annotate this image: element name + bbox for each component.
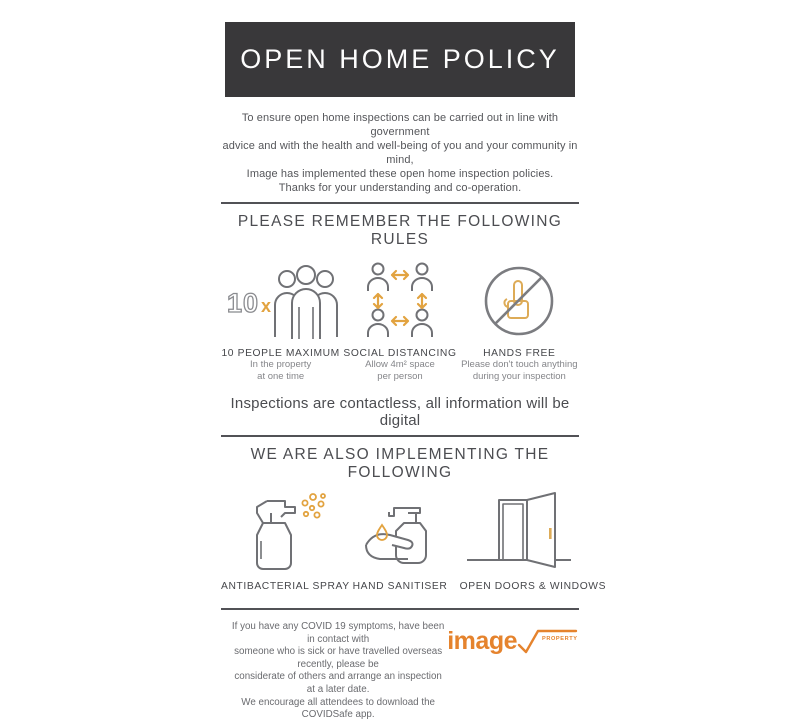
rule-subtitle: Allow 4m² space bbox=[365, 359, 435, 370]
count-text: 10 bbox=[226, 288, 259, 318]
open-doors-windows-icon bbox=[463, 492, 575, 576]
antibacterial-spray-icon-box bbox=[221, 490, 340, 578]
open-home-policy-poster bbox=[221, 0, 607, 722]
hand-sanitiser-icon-box bbox=[340, 490, 459, 578]
logo-check-icon bbox=[517, 627, 579, 655]
footer bbox=[221, 621, 579, 722]
rule-subtitle: during your inspection bbox=[472, 371, 566, 382]
poster-title: OPEN HOME POLICY bbox=[240, 44, 560, 74]
rule-title: 10 PEOPLE MAXIMUM bbox=[221, 348, 340, 359]
logo-tagline-text: PROPERTY bbox=[542, 636, 578, 642]
rule-subtitle: at one time bbox=[257, 371, 305, 382]
hand-sanitiser-icon bbox=[354, 493, 446, 575]
rule-subtitle: In the property bbox=[250, 359, 312, 370]
implementing-row bbox=[221, 490, 607, 592]
implement-title: OPEN DOORS & WINDOWS bbox=[459, 581, 607, 592]
footer-line: someone who is sick or have travelled overseas recently, please be bbox=[234, 646, 443, 670]
section-divider bbox=[221, 435, 579, 437]
implement-item-antibacterial-spray bbox=[221, 490, 350, 592]
hands-free-icon bbox=[477, 259, 561, 343]
image-property-logo bbox=[447, 621, 579, 655]
intro-line: To ensure open home inspections can be carried out in line with government bbox=[241, 112, 559, 138]
intro-line: Thanks for your understanding and co-operation. bbox=[278, 182, 522, 194]
rule-item-people-maximum bbox=[221, 257, 340, 383]
intro-line: advice and with the health and well-being of you and your community in mind, bbox=[222, 140, 578, 166]
implement-item-open-doors bbox=[459, 490, 607, 592]
open-doors-windows-icon-box bbox=[460, 490, 579, 578]
ten-people-icon-box bbox=[221, 257, 340, 345]
rule-item-social-distancing bbox=[340, 257, 459, 383]
contactless-note: Inspections are contactless, all information will be digital bbox=[230, 395, 570, 429]
intro-line: Image has implemented these open home inspection policies. bbox=[246, 168, 554, 180]
rule-subtitle: per person bbox=[377, 371, 423, 382]
footer-line: We encourage all attendees to download the COVIDSafe app. bbox=[241, 696, 435, 721]
antibacterial-spray-icon bbox=[233, 491, 329, 577]
rule-subtitle: Please don't touch anything bbox=[461, 359, 578, 370]
times-text: x bbox=[260, 296, 271, 316]
implement-title: HAND SANITISER bbox=[352, 581, 448, 592]
social-distancing-icon bbox=[359, 260, 441, 342]
rule-item-hands-free bbox=[460, 257, 579, 383]
ten-people-icon bbox=[225, 259, 337, 343]
rules-row bbox=[221, 257, 579, 383]
title-block bbox=[225, 22, 575, 97]
footer-line: considerate of others and arrange an inspection at a later date. bbox=[234, 671, 442, 695]
hands-free-icon-box bbox=[460, 257, 579, 345]
implementing-heading: WE ARE ALSO IMPLEMENTING THE FOLLOWING bbox=[250, 446, 550, 481]
intro-paragraph bbox=[221, 111, 579, 195]
logo-brand-text: image bbox=[447, 626, 517, 655]
social-distancing-icon-box bbox=[340, 257, 459, 345]
footer-paragraph bbox=[221, 621, 447, 722]
implement-item-hand-sanitiser bbox=[340, 490, 459, 592]
implement-title: ANTIBACTERIAL SPRAY bbox=[221, 581, 350, 592]
rules-heading: PLEASE REMEMBER THE FOLLOWING RULES bbox=[237, 213, 563, 248]
section-divider bbox=[221, 202, 579, 204]
footer-line: If you have any COVID 19 symptoms, have been in contact with bbox=[231, 621, 445, 645]
rule-title: SOCIAL DISTANCING bbox=[343, 348, 457, 359]
section-divider bbox=[221, 608, 579, 610]
rule-title: HANDS FREE bbox=[483, 348, 556, 359]
